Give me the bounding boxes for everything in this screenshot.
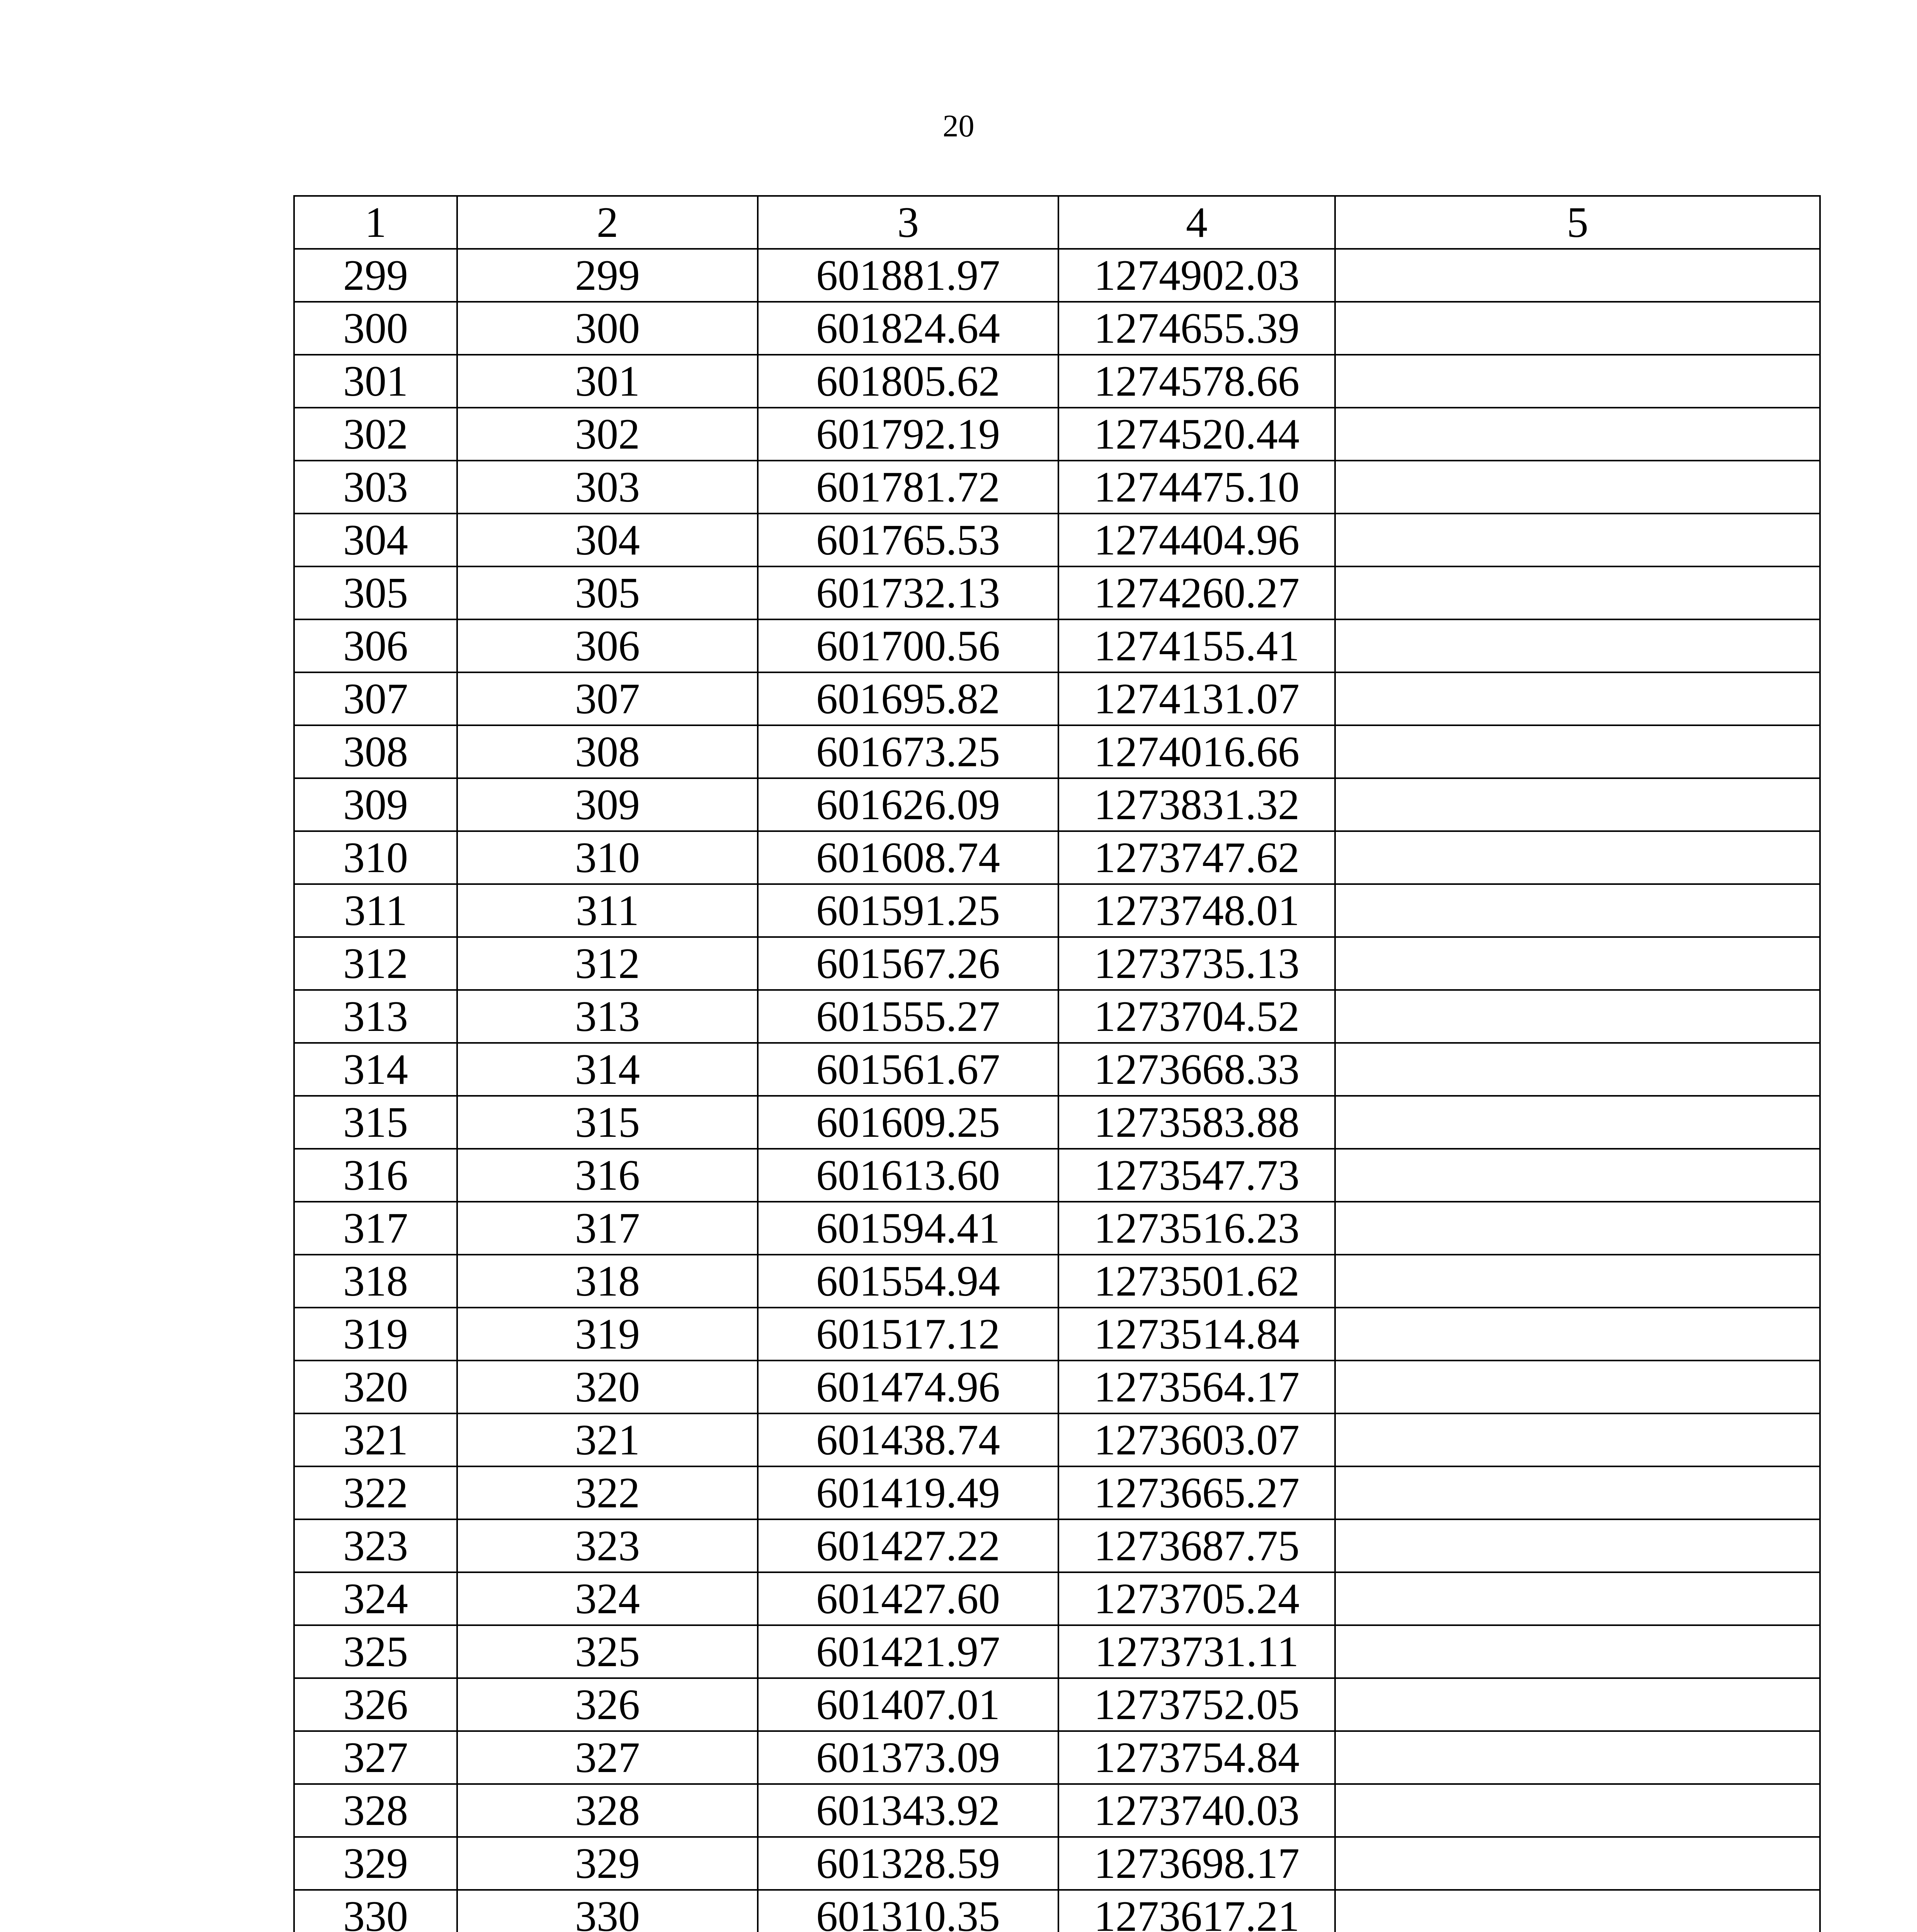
note-cell [1335,884,1820,937]
coord-x-cell: 601421.97 [758,1625,1058,1678]
point-label-cell: 312 [457,937,758,990]
coord-x-cell: 601438.74 [758,1413,1058,1466]
point-label-cell: 321 [457,1413,758,1466]
coord-x-cell: 601554.94 [758,1255,1058,1308]
point-number-cell: 304 [294,514,457,566]
point-number-cell: 314 [294,1043,457,1096]
point-label-cell: 328 [457,1784,758,1837]
coord-y-cell: 1274475.10 [1058,461,1335,514]
point-number-cell: 313 [294,990,457,1043]
point-number-cell: 324 [294,1572,457,1625]
coord-x-cell: 601881.97 [758,249,1058,302]
table-row [294,355,1820,408]
coord-x-cell: 601373.09 [758,1731,1058,1784]
coord-y-cell: 1273704.52 [1058,990,1335,1043]
note-cell [1335,514,1820,566]
point-number-cell: 300 [294,302,457,355]
coord-y-cell: 1273735.13 [1058,937,1335,990]
point-label-cell: 310 [457,831,758,884]
header-cell: 2 [457,196,758,249]
table-row [294,778,1820,831]
note-cell [1335,1202,1820,1255]
coord-x-cell: 601673.25 [758,725,1058,778]
header-cell: 3 [758,196,1058,249]
table-row [294,1096,1820,1149]
note-cell [1335,672,1820,725]
table-row [294,1784,1820,1837]
table-row [294,302,1820,355]
coord-y-cell: 1273564.17 [1058,1361,1335,1413]
point-number-cell: 319 [294,1308,457,1361]
point-label-cell: 324 [457,1572,758,1625]
point-number-cell: 327 [294,1731,457,1784]
point-number-cell: 325 [294,1625,457,1678]
note-cell [1335,831,1820,884]
header-cell: 4 [1058,196,1335,249]
coord-y-cell: 1273698.17 [1058,1837,1335,1890]
point-label-cell: 308 [457,725,758,778]
table-row [294,1413,1820,1466]
coord-y-cell: 1274016.66 [1058,725,1335,778]
point-label-cell: 313 [457,990,758,1043]
note-cell [1335,1413,1820,1466]
table-row [294,937,1820,990]
table-row [294,1837,1820,1890]
table-row [294,1625,1820,1678]
table-row [294,1678,1820,1731]
point-label-cell: 311 [457,884,758,937]
coord-y-cell: 1273665.27 [1058,1466,1335,1519]
point-label-cell: 329 [457,1837,758,1890]
coord-x-cell: 601427.60 [758,1572,1058,1625]
point-label-cell: 317 [457,1202,758,1255]
table-body [294,196,1820,1932]
coord-y-cell: 1273705.24 [1058,1572,1335,1625]
table-row [294,1202,1820,1255]
coord-x-cell: 601732.13 [758,566,1058,619]
note-cell [1335,937,1820,990]
coord-y-cell: 1273831.32 [1058,778,1335,831]
note-cell [1335,1361,1820,1413]
coord-x-cell: 601613.60 [758,1149,1058,1202]
point-label-cell: 299 [457,249,758,302]
point-label-cell: 322 [457,1466,758,1519]
coord-x-cell: 601608.74 [758,831,1058,884]
coord-y-cell: 1273668.33 [1058,1043,1335,1096]
coord-y-cell: 1273747.62 [1058,831,1335,884]
note-cell [1335,566,1820,619]
coord-x-cell: 601591.25 [758,884,1058,937]
coord-x-cell: 601626.09 [758,778,1058,831]
table-row [294,566,1820,619]
coord-y-cell: 1273603.07 [1058,1413,1335,1466]
table-row [294,725,1820,778]
table-row [294,831,1820,884]
point-label-cell: 305 [457,566,758,619]
note-cell [1335,1678,1820,1731]
coord-x-cell: 601609.25 [758,1096,1058,1149]
point-label-cell: 302 [457,408,758,461]
coord-x-cell: 601561.67 [758,1043,1058,1096]
coord-x-cell: 601517.12 [758,1308,1058,1361]
coord-y-cell: 1273501.62 [1058,1255,1335,1308]
coord-y-cell: 1274260.27 [1058,566,1335,619]
note-cell [1335,1837,1820,1890]
coord-y-cell: 1274404.96 [1058,514,1335,566]
coord-y-cell: 1274520.44 [1058,408,1335,461]
table-row [294,1890,1820,1932]
point-number-cell: 318 [294,1255,457,1308]
point-number-cell: 309 [294,778,457,831]
table-row [294,1149,1820,1202]
point-label-cell: 303 [457,461,758,514]
point-label-cell: 318 [457,1255,758,1308]
coord-x-cell: 601700.56 [758,619,1058,672]
coord-y-cell: 1274655.39 [1058,302,1335,355]
coord-x-cell: 601343.92 [758,1784,1058,1837]
note-cell [1335,1890,1820,1932]
coord-y-cell: 1273583.88 [1058,1096,1335,1149]
point-number-cell: 329 [294,1837,457,1890]
coord-x-cell: 601567.26 [758,937,1058,990]
note-cell [1335,619,1820,672]
point-label-cell: 323 [457,1519,758,1572]
note-cell [1335,778,1820,831]
point-label-cell: 325 [457,1625,758,1678]
note-cell [1335,1625,1820,1678]
page-number: 20 [942,108,975,143]
coord-x-cell: 601427.22 [758,1519,1058,1572]
point-number-cell: 322 [294,1466,457,1519]
note-cell [1335,1519,1820,1572]
point-number-cell: 312 [294,937,457,990]
note-cell [1335,1731,1820,1784]
note-cell [1335,1096,1820,1149]
table-row [294,1466,1820,1519]
table-row [294,884,1820,937]
coord-x-cell: 601328.59 [758,1837,1058,1890]
note-cell [1335,355,1820,408]
point-label-cell: 326 [457,1678,758,1731]
coord-x-cell: 601765.53 [758,514,1058,566]
point-number-cell: 305 [294,566,457,619]
note-cell [1335,1466,1820,1519]
coord-x-cell: 601474.96 [758,1361,1058,1413]
table-row [294,1361,1820,1413]
header-cell: 1 [294,196,457,249]
note-cell [1335,725,1820,778]
coord-x-cell: 601695.82 [758,672,1058,725]
note-cell [1335,408,1820,461]
point-number-cell: 303 [294,461,457,514]
coord-y-cell: 1273748.01 [1058,884,1335,937]
point-number-cell: 306 [294,619,457,672]
coord-x-cell: 601419.49 [758,1466,1058,1519]
note-cell [1335,1572,1820,1625]
coord-x-cell: 601594.41 [758,1202,1058,1255]
coord-y-cell: 1273752.05 [1058,1678,1335,1731]
table-row [294,990,1820,1043]
point-number-cell: 330 [294,1890,457,1932]
coord-y-cell: 1273687.75 [1058,1519,1335,1572]
point-label-cell: 309 [457,778,758,831]
table-row [294,672,1820,725]
table-row [294,408,1820,461]
point-label-cell: 315 [457,1096,758,1149]
table-row [294,1043,1820,1096]
header-cell: 5 [1335,196,1820,249]
coord-x-cell: 601792.19 [758,408,1058,461]
point-label-cell: 304 [457,514,758,566]
coord-x-cell: 601805.62 [758,355,1058,408]
coord-y-cell: 1273617.21 [1058,1890,1335,1932]
point-number-cell: 308 [294,725,457,778]
coord-y-cell: 1273754.84 [1058,1731,1335,1784]
table-header-row [294,196,1820,249]
note-cell [1335,1043,1820,1096]
point-number-cell: 326 [294,1678,457,1731]
point-label-cell: 319 [457,1308,758,1361]
coord-y-cell: 1274131.07 [1058,672,1335,725]
note-cell [1335,1308,1820,1361]
point-label-cell: 330 [457,1890,758,1932]
table-row [294,1255,1820,1308]
coord-x-cell: 601781.72 [758,461,1058,514]
coord-y-cell: 1274155.41 [1058,619,1335,672]
coord-x-cell: 601555.27 [758,990,1058,1043]
point-number-cell: 321 [294,1413,457,1466]
point-label-cell: 320 [457,1361,758,1413]
note-cell [1335,249,1820,302]
coord-x-cell: 601310.35 [758,1890,1058,1932]
table-row [294,1572,1820,1625]
point-number-cell: 302 [294,408,457,461]
note-cell [1335,1255,1820,1308]
point-label-cell: 327 [457,1731,758,1784]
table-row [294,514,1820,566]
coord-x-cell: 601407.01 [758,1678,1058,1731]
coord-y-cell: 1273516.23 [1058,1202,1335,1255]
coord-y-cell: 1273740.03 [1058,1784,1335,1837]
note-cell [1335,1149,1820,1202]
coord-y-cell: 1274578.66 [1058,355,1335,408]
point-number-cell: 301 [294,355,457,408]
point-number-cell: 323 [294,1519,457,1572]
coord-y-cell: 1273547.73 [1058,1149,1335,1202]
table-row [294,249,1820,302]
point-label-cell: 314 [457,1043,758,1096]
note-cell [1335,461,1820,514]
point-number-cell: 307 [294,672,457,725]
point-number-cell: 320 [294,1361,457,1413]
point-label-cell: 306 [457,619,758,672]
point-number-cell: 311 [294,884,457,937]
point-label-cell: 316 [457,1149,758,1202]
table-row [294,1519,1820,1572]
point-number-cell: 317 [294,1202,457,1255]
point-number-cell: 328 [294,1784,457,1837]
point-number-cell: 315 [294,1096,457,1149]
note-cell [1335,1784,1820,1837]
point-number-cell: 310 [294,831,457,884]
table-row [294,461,1820,514]
point-number-cell: 299 [294,249,457,302]
coord-y-cell: 1273514.84 [1058,1308,1335,1361]
point-label-cell: 300 [457,302,758,355]
point-label-cell: 301 [457,355,758,408]
note-cell [1335,990,1820,1043]
coordinates-table [293,195,1821,1932]
point-number-cell: 316 [294,1149,457,1202]
table-row [294,1731,1820,1784]
coord-y-cell: 1273731.11 [1058,1625,1335,1678]
note-cell [1335,302,1820,355]
coord-x-cell: 601824.64 [758,302,1058,355]
coord-y-cell: 1274902.03 [1058,249,1335,302]
point-label-cell: 307 [457,672,758,725]
table-row [294,619,1820,672]
table-row [294,1308,1820,1361]
